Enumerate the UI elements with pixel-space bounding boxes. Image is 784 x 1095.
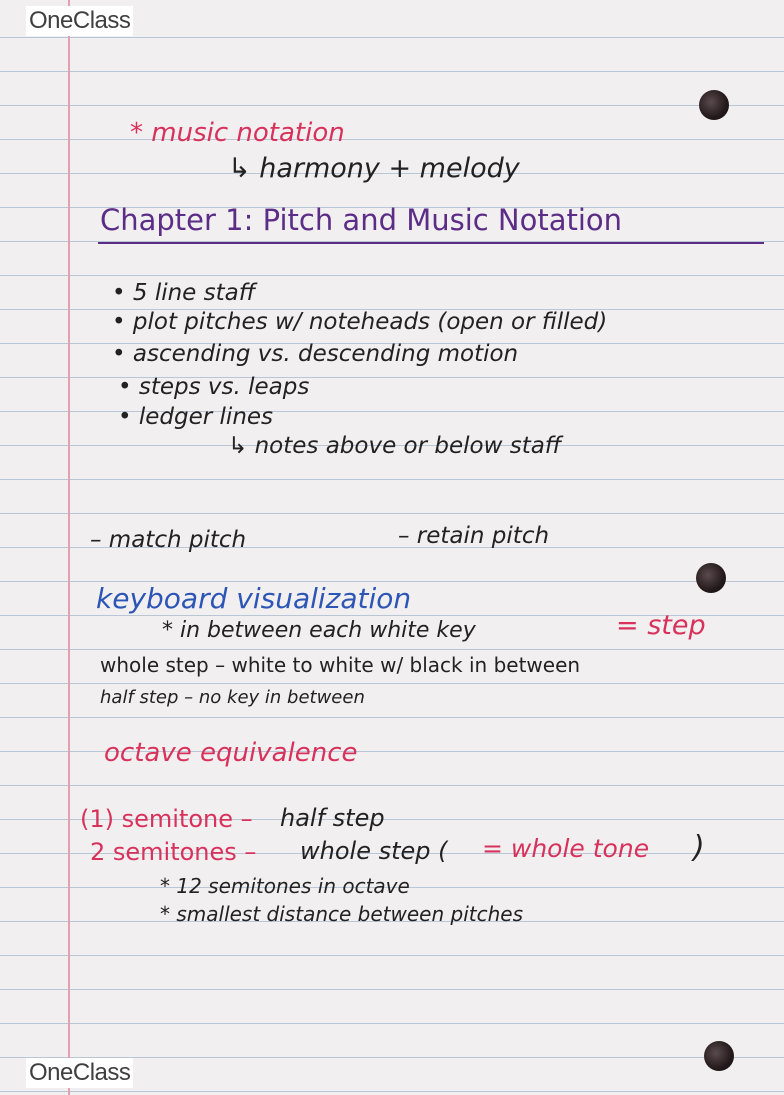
match-pitch-note: – match pitch [90,527,247,553]
margin-line [68,0,70,1095]
bullet-ascending-descending: • ascending vs. descending motion [112,341,519,367]
whole-step-definition: whole step – white to white w/ black in between [100,653,581,677]
smallest-distance-note: * smallest distance between pitches [160,902,523,926]
equals-step-note: = step [616,610,706,641]
two-semitones-label: 2 semitones – [90,838,257,866]
harmony-melody-subnote: ↳ harmony + melody [228,153,520,184]
punch-hole-top [699,90,729,120]
chapter-title-underline [98,242,764,244]
retain-pitch-note: – retain pitch [398,523,550,549]
semitone-label: (1) semitone – [80,805,253,833]
punch-hole-middle [696,563,726,593]
two-semitones-whole-step: whole step ( [300,837,448,865]
chapter-title: Chapter 1: Pitch and Music Notation [100,203,623,237]
in-between-white-key-note: * in between each white key [162,618,476,643]
octave-equivalence-heading: octave equivalence [104,738,358,768]
keyboard-visualization-heading: keyboard visualization [96,582,412,615]
whole-tone-close-paren: ) [693,830,705,865]
whole-tone-note: = whole tone [482,834,650,863]
oneclass-logo-top: OneClass [26,6,133,36]
punch-hole-bottom [704,1041,734,1071]
bullet-plot-pitches: • plot pitches w/ noteheads (open or filled) [112,309,608,335]
music-notation-bullet: * music notation [130,118,345,148]
oneclass-logo-bottom: OneClass [26,1058,133,1088]
twelve-semitones-note: * 12 semitones in octave [160,874,410,898]
bullet-ledger-lines: • ledger lines [118,404,274,430]
bullet-steps-leaps: • steps vs. leaps [118,374,310,400]
bullet-5-line-staff: • 5 line staff [112,280,256,306]
ledger-subnote: ↳ notes above or below staff [228,433,562,459]
semitone-half-step: half step [280,804,385,832]
half-step-definition: half step – no key in between [100,687,365,708]
